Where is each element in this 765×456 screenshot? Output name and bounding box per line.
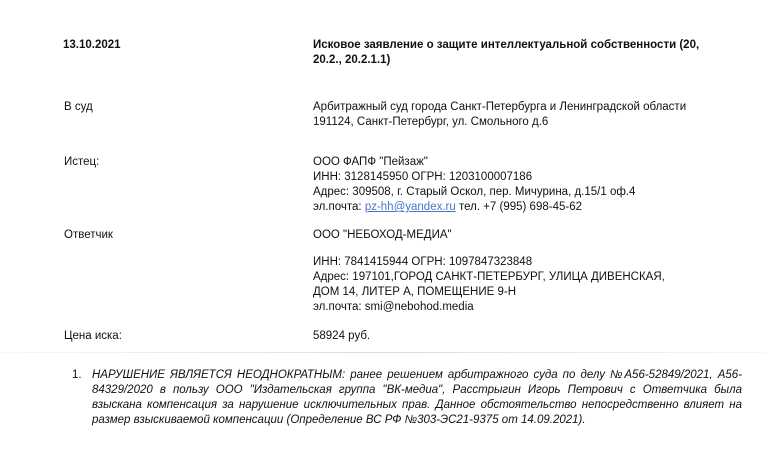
document-title: Исковое заявление о защите интеллектуальной собственности (20, 20.2., 20.2.1.1) <box>313 39 700 66</box>
plaintiff-email-link[interactable]: pz-hh@yandex.ru <box>364 201 456 213</box>
scan-divider <box>0 352 765 353</box>
note-text: НАРУШЕНИЕ ЯВЛЯЕТСЯ НЕОДНОКРАТНЫМ: ранее решением арбитражного суда по делу №А56-52849/2021, А56-84329/2020 в пользу ООО "Издательская группа "ВК-медиа", Расстрыгин Игорь Петрович с Ответчика была взыскана компенсация за нарушение исключительных прав. Данное обстоятельство непосредственно влияет на размер взыскиваемой компенсации (Определение ВС РФ №303-ЭС21-9375 от 14.09.2021). <box>92 369 742 426</box>
plaintiff-block <box>313 155 708 215</box>
defendant-email: эл.почта: smi@nebohod.media <box>313 301 474 313</box>
plaintiff-email-label: эл.почта: <box>313 201 365 213</box>
defendant-address-line-1: Адрес: 197101,ГОРОД САНКТ-ПЕТЕРБУРГ, УЛИЦА ДИВЕНСКАЯ, <box>313 271 665 283</box>
defendant-spacer <box>313 243 708 255</box>
plaintiff-label: Истец: <box>64 156 100 168</box>
defendant-label: Ответчик <box>64 229 113 241</box>
claim-value: 58924 руб. <box>313 330 371 342</box>
defendant-ids: ИНН: 7841415944 ОГРН: 1097847323848 <box>313 256 533 268</box>
court-address: 191124, Санкт-Петербург, ул. Смольного д.6 <box>313 116 549 128</box>
plaintiff-phone: тел. +7 (995) 698-45-62 <box>455 201 582 213</box>
claim-label: Цена иска: <box>64 330 122 342</box>
court-label: В суд <box>64 101 93 113</box>
defendant-address-line-2: ДОМ 14, ЛИТЕР А, ПОМЕЩЕНИЕ 9-Н <box>313 286 517 298</box>
plaintiff-address: Адрес: 309508, г. Старый Оскол, пер. Мичурина, д.15/1 оф.4 <box>313 186 636 198</box>
court-block <box>313 100 708 130</box>
defendant-block <box>313 228 708 315</box>
document-date: 13.10.2021 <box>63 39 121 51</box>
defendant-name: ООО "НЕБОХОД-МЕДИА" <box>313 229 452 241</box>
numbered-note <box>72 368 742 428</box>
plaintiff-contacts <box>313 200 708 215</box>
plaintiff-ids: ИНН: 3128145950 ОГРН: 1203100007186 <box>313 171 533 183</box>
plaintiff-name: ООО ФАПФ "Пейзаж" <box>313 156 428 168</box>
note-number: 1. <box>72 369 82 381</box>
court-name: Арбитражный суд города Санкт-Петербурга и Ленинградской области <box>313 101 687 113</box>
